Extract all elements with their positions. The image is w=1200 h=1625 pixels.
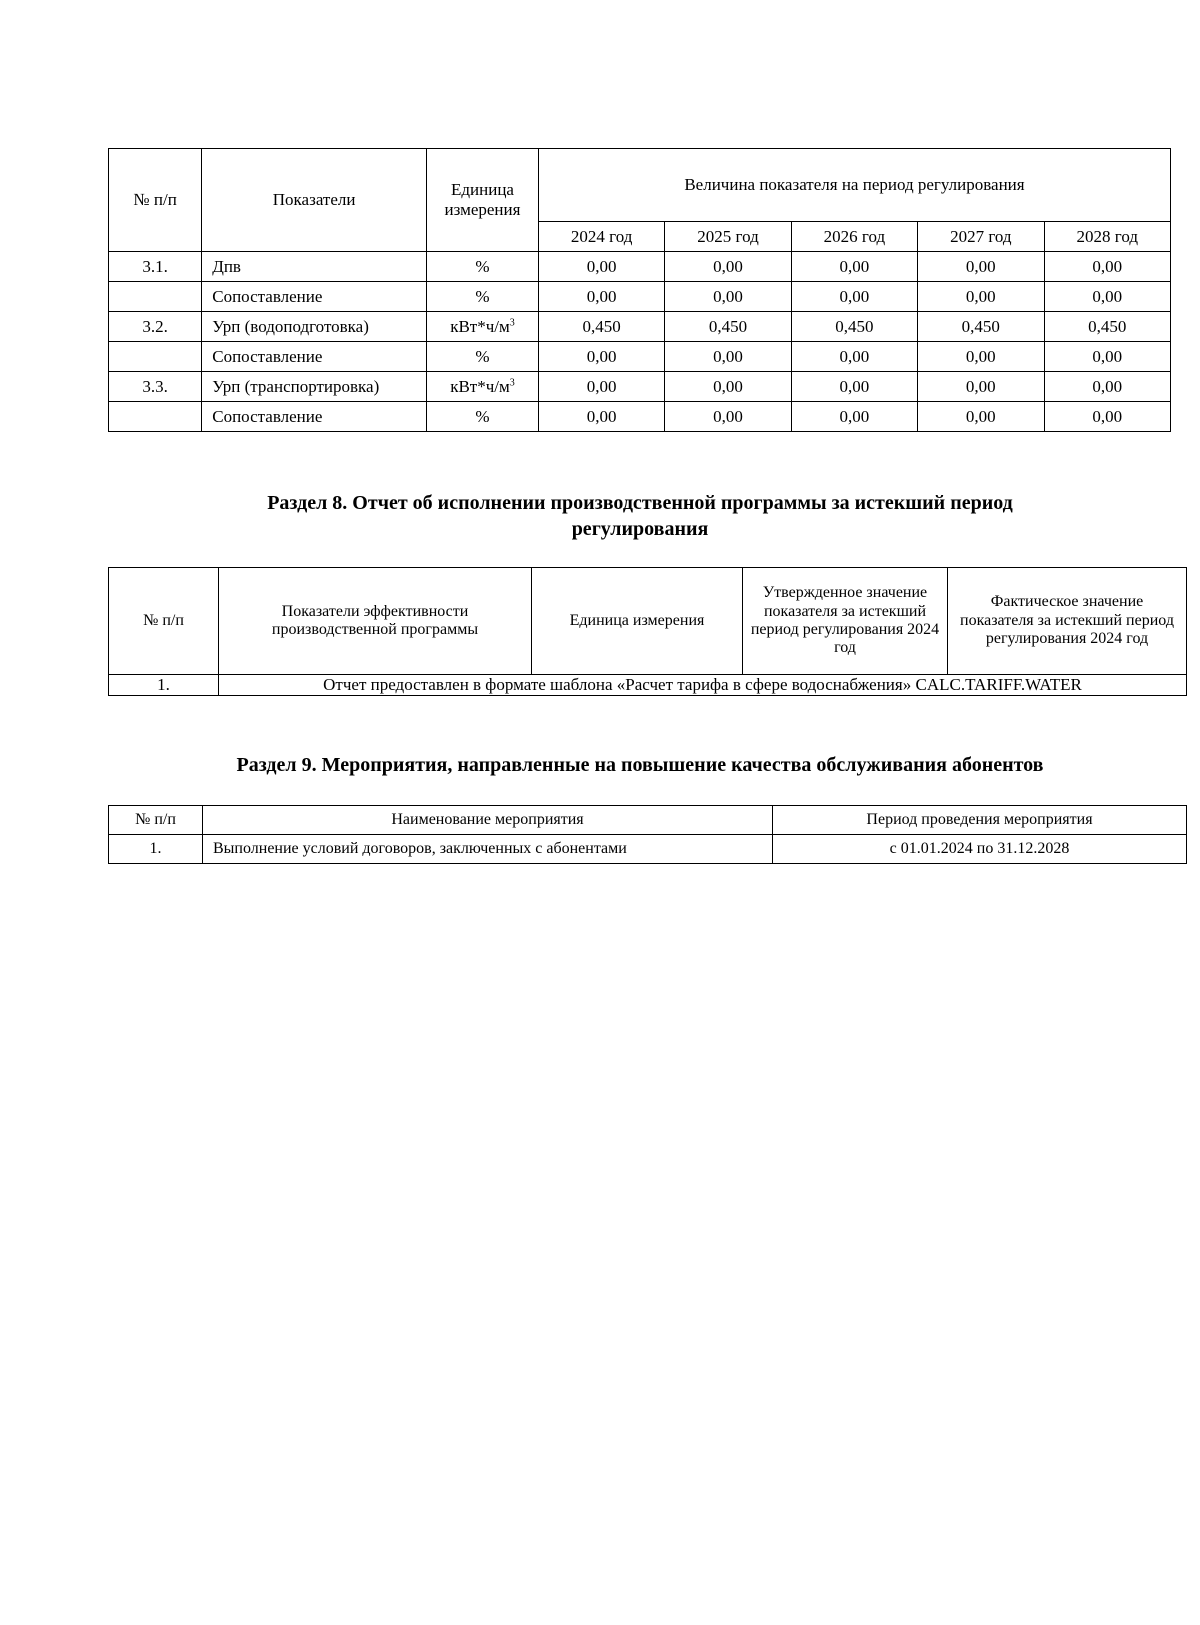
row-value: 0,00 [665,402,791,432]
row-unit-text: % [475,256,490,276]
table-row [109,312,1171,342]
row-unit-superscript: 3 [509,317,515,329]
row-value: 0,00 [1044,402,1171,432]
row-value: 0,00 [665,372,791,402]
header-year: 2028 год [1044,222,1171,252]
row-value: 0,450 [918,312,1044,342]
row-unit-text: % [475,346,490,366]
row-value: 0,00 [538,282,664,312]
program-report-table [108,567,1187,696]
row-indicator-name: Сопоставление [202,282,427,312]
row-value: 0,00 [665,252,791,282]
row-value: 0,00 [538,402,664,432]
row-unit [427,342,539,372]
row-unit-text: кВт*ч/м [450,316,510,336]
measures-table [108,805,1187,864]
report-note: Отчет предоставлен в формате шаблона «Расчет тарифа в сфере водоснабжения» CALC.TARIFF.WATER [219,675,1187,696]
row-value: 0,00 [791,372,917,402]
row-unit [427,282,539,312]
header-indicators: Показатели [202,149,427,252]
row-unit [427,252,539,282]
row-num: 3.1. [109,252,202,282]
row-value: 0,00 [918,342,1044,372]
header-measure-name: Наименование мероприятия [203,806,773,835]
row-value: 0,00 [918,252,1044,282]
row-indicator-name: Сопоставление [202,402,427,432]
section8-title-line1: Раздел 8. Отчет об исполнении производственной программы за истекший период [267,492,1013,514]
table-row [109,342,1171,372]
row-value: 0,450 [1044,312,1171,342]
row-value: 0,00 [1044,252,1171,282]
row-num [109,282,202,312]
row-indicator-name: Урп (водоподготовка) [202,312,427,342]
row-value: 0,450 [791,312,917,342]
row-value: 0,00 [918,372,1044,402]
row-unit-text: кВт*ч/м [450,376,510,396]
header-unit: Единица измерения [427,149,539,252]
indicators-table-body [109,252,1171,432]
row-indicator-name: Урп (транспортировка) [202,372,427,402]
row-value: 0,00 [538,342,664,372]
row-value: 0,00 [665,342,791,372]
row-num: 1. [109,675,219,696]
row-value: 0,00 [791,402,917,432]
row-value: 0,00 [918,282,1044,312]
row-indicator-name: Дпв [202,252,427,282]
row-num [109,342,202,372]
row-value: 0,00 [665,282,791,312]
table-row [109,372,1171,402]
row-value: 0,00 [1044,342,1171,372]
row-value: 0,450 [665,312,791,342]
row-value: 0,00 [538,252,664,282]
section8-title [100,490,1180,542]
measure-period: с 01.01.2024 по 31.12.2028 [773,835,1187,864]
section9-title: Раздел 9. Мероприятия, направленные на повышение качества обслуживания абонентов [236,754,1044,776]
row-value: 0,00 [1044,372,1171,402]
table-row [109,252,1171,282]
row-indicator-name: Сопоставление [202,342,427,372]
row-num: 3.3. [109,372,202,402]
header-measure-period: Период проведения мероприятия [773,806,1187,835]
row-unit-text: % [475,406,490,426]
row-value: 0,00 [1044,282,1171,312]
row-value: 0,450 [538,312,664,342]
row-unit-superscript: 3 [509,377,515,389]
row-num: 1. [109,835,203,864]
row-num: 3.2. [109,312,202,342]
row-value: 0,00 [791,252,917,282]
header-actual-value: Фактическое значение показателя за истекший период регулирования 2024 год [948,568,1187,675]
table-row [109,282,1171,312]
section8-title-line2: регулирования [571,518,709,540]
header-year: 2024 год [538,222,664,252]
row-num [109,402,202,432]
header-num: № п/п [109,149,202,252]
header-approved-value: Утвержденное значение показателя за истекший период регулирования 2024 год [743,568,948,675]
header-unit: Единица измерения [532,568,743,675]
measure-name: Выполнение условий договоров, заключенных с абонентами [203,835,773,864]
header-num: № п/п [109,568,219,675]
row-unit [427,312,539,342]
row-value: 0,00 [791,282,917,312]
header-period-value: Величина показателя на период регулирования [538,149,1170,222]
header-year: 2025 год [665,222,791,252]
row-unit-text: % [475,286,490,306]
header-year: 2027 год [918,222,1044,252]
header-num: № п/п [109,806,203,835]
header-year: 2026 год [791,222,917,252]
row-value: 0,00 [918,402,1044,432]
table-row [109,402,1171,432]
row-value: 0,00 [791,342,917,372]
row-unit [427,402,539,432]
header-efficiency-indicators: Показатели эффективности производственной программы [219,568,532,675]
row-value: 0,00 [538,372,664,402]
indicators-table [108,148,1171,432]
row-unit [427,372,539,402]
